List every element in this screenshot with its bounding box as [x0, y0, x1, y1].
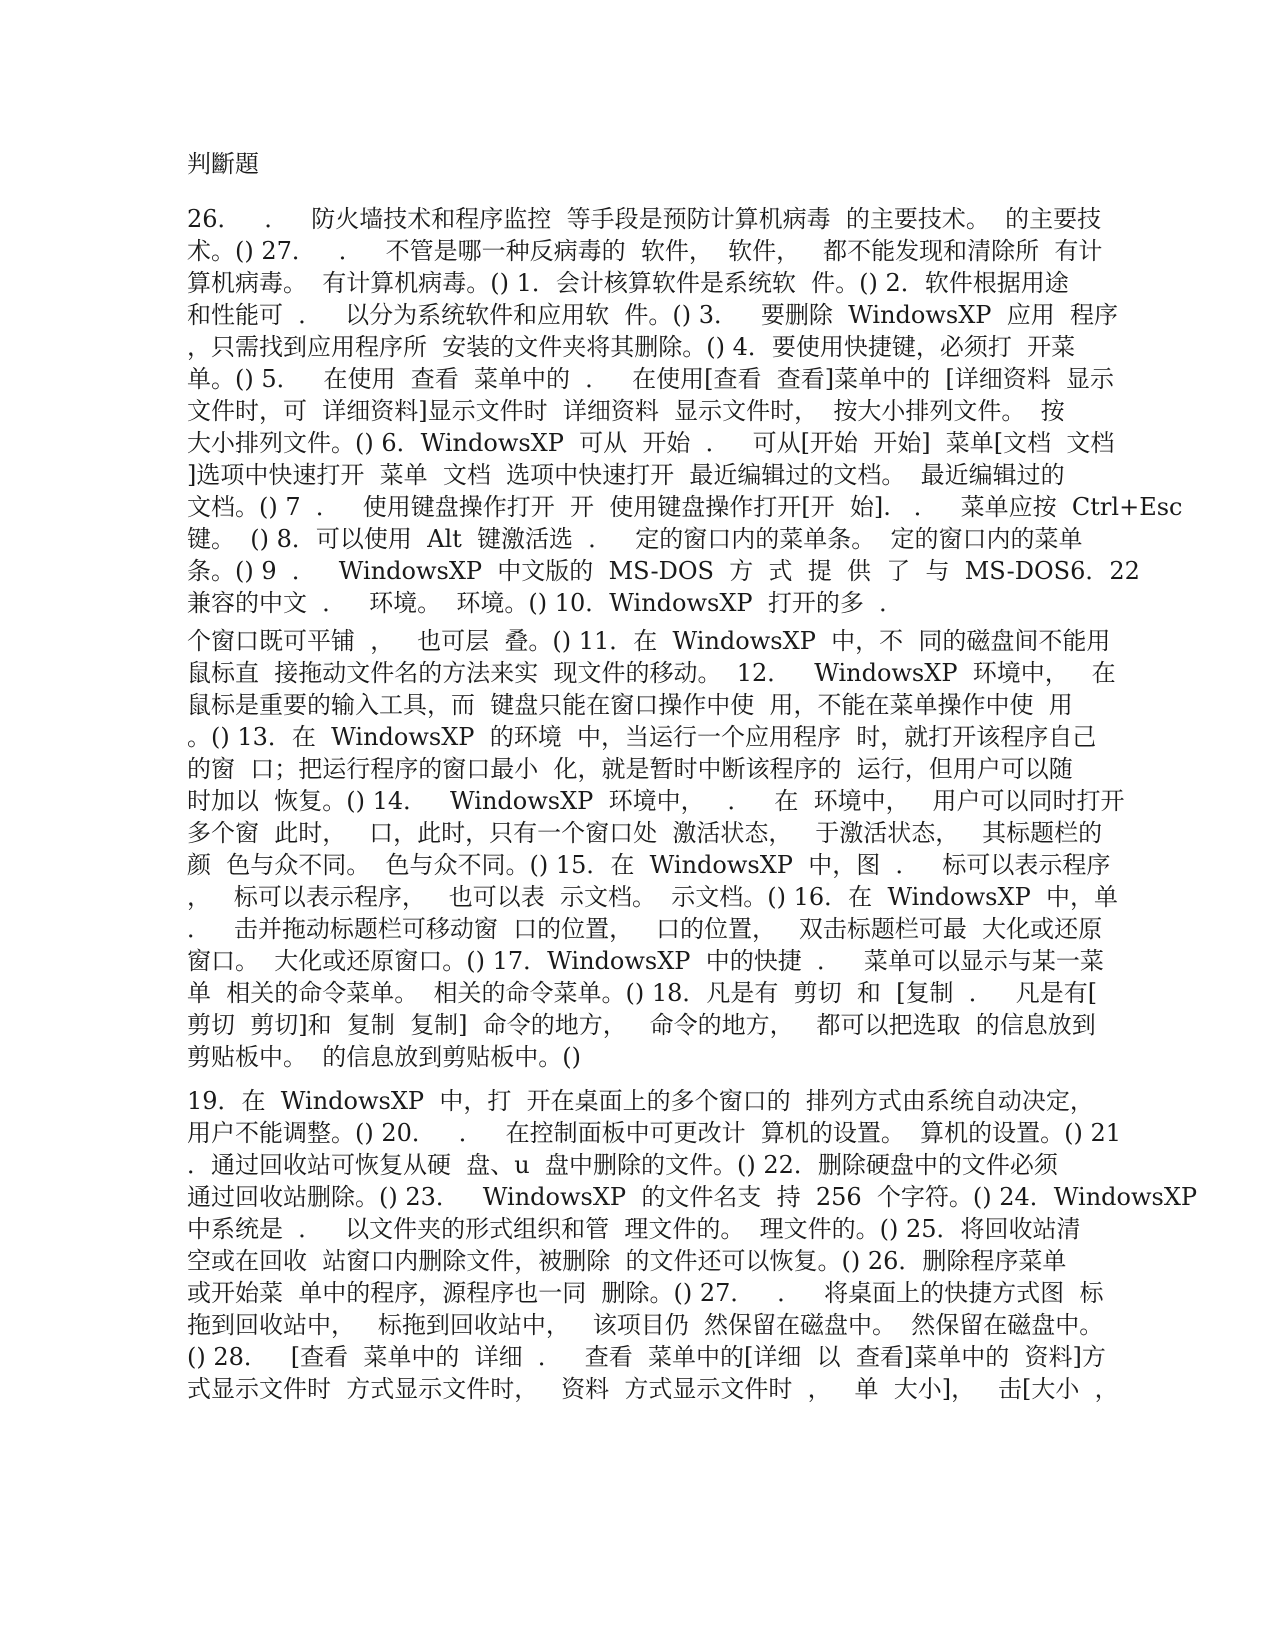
text-line: 中系统是 ． 以文件夹的形式组织和管 理文件的。 理文件的。() 25．将回收站清 [187, 1215, 1081, 1243]
text-line: 文档。() 7 ． 使用键盘操作打开 开 使用键盘操作打开[开 始]. ． 菜单应按 Ctrl+Esc [187, 493, 1183, 521]
text-line: ．通过回收站可恢复从硬 盘、u 盘中删除的文件。() 22．删除硬盘中的文件必须 [187, 1151, 1058, 1179]
text-line: 术。() 27． ． 不管是哪一种反病毒的 软件， 软件， 都不能发现和清除所 有计 [187, 237, 1103, 265]
page-title: 判斷題 [187, 150, 259, 178]
text-line: 多个窗 此时， 口，此时，只有一个窗口处 激活状态， 于激活状态， 其标题栏的 [187, 819, 1103, 847]
text-line: 鼠标直 接拖动文件名的方法来实 现文件的移动。 12． WindowsXP 环境中， 在 [187, 659, 1116, 687]
paragraph-3 [187, 1085, 1198, 1405]
text-line: 个窗口既可平铺 ， 也可层 叠。() 11．在 WindowsXP 中，不 同的磁盘间不能用 [187, 627, 1111, 655]
text-line: 单。() 5． 在使用 查看 菜单中的 ． 在使用[查看 查看]菜单中的 [详细资料 显示 [187, 365, 1115, 393]
text-line: ． 击并拖动标题栏可移动窗 口的位置， 口的位置， 双击标题栏可最 大化或还原 [187, 915, 1103, 943]
text-line: 空或在回收 站窗口内删除文件，被删除 的文件还可以恢复。() 26．删除程序菜单 [187, 1247, 1067, 1275]
text-line: 26． ． 防火墙技术和程序监控 等手段是预防计算机病毒 的主要技术。 的主要技 [187, 205, 1102, 233]
text-line: 拖到回收站中， 标拖到回收站中， 该项目仍 然保留在磁盘中。 然保留在磁盘中。 [187, 1311, 1104, 1339]
text-line: 剪贴板中。 的信息放到剪贴板中。() [187, 1043, 581, 1071]
text-line: 键。 () 8．可以使用 Alt 键激活选 ． 定的窗口内的菜单条。 定的窗口内的菜单 [187, 525, 1083, 553]
text-line: 单 相关的命令菜单。 相关的命令菜单。() 18．凡是有 剪切 和 [复制 ． 凡是有[ [187, 979, 1098, 1007]
text-line: 的窗 口；把运行程序的窗口最小 化，就是暂时中断该程序的 运行，但用户可以随 [187, 755, 1073, 783]
text-line: 式显示文件时 方式显示文件时， 资料 方式显示文件时 ， 单 大小]， 击[大小 ， [187, 1375, 1119, 1403]
text-line: ， 标可以表示程序， 也可以表 示文档。 示文档。() 16．在 WindowsXP 中，单 [187, 883, 1118, 911]
text-line: 或开始菜 单中的程序，源程序也一同 删除。() 27． ． 将桌面上的快捷方式图 标 [187, 1279, 1104, 1307]
paragraph-2 [187, 625, 1125, 1073]
text-line: 颜 色与众不同。 色与众不同。() 15．在 WindowsXP 中，图 ． 标可以表示程序 [187, 851, 1111, 879]
text-line: ，只需找到应用程序所 安装的文件夹将其删除。() 4．要使用快捷键，必须打 开菜 [187, 333, 1076, 361]
text-line: 大小排列文件。() 6．WindowsXP 可从 开始 ． 可从[开始 开始] 菜单[文档 文档 [187, 429, 1115, 457]
text-line: 窗口。 大化或还原窗口。() 17．WindowsXP 中的快捷 ． 菜单可以显示与某一菜 [187, 947, 1104, 975]
paragraph-1 [187, 203, 1183, 619]
text-line: 文件时，可 详细资料]显示文件时 详细资料 显示文件时， 按大小排列文件。 按 [187, 397, 1065, 425]
text-line: 剪切 剪切]和 复制 复制] 命令的地方， 命令的地方， 都可以把选取 的信息放到 [187, 1011, 1096, 1039]
text-line: 鼠标是重要的输入工具，而 键盘只能在窗口操作中使 用，不能在菜单操作中使 用 [187, 691, 1073, 719]
text-line: ]选项中快速打开 菜单 文档 选项中快速打开 最近编辑过的文档。 最近编辑过的 [187, 461, 1065, 489]
text-line: 和性能可 ． 以分为系统软件和应用软 件。() 3． 要删除 WindowsXP 应用 程序 [187, 301, 1118, 329]
text-line: 用户不能调整。() 20． ． 在控制面板中可更改计 算机的设置。 算机的设置。() 21 [187, 1119, 1122, 1147]
text-line: 算机病毒。 有计算机病毒。() 1．会计核算软件是系统软 件。() 2．软件根据用途 [187, 269, 1069, 297]
text-line: 时加以 恢复。() 14． WindowsXP 环境中， ． 在 环境中， 用户可以同时打开 [187, 787, 1125, 815]
text-line: 条。() 9 ． WindowsXP 中文版的 MS-DOS 方 式 提 供 了 与 MS-DOS6．22 [187, 557, 1140, 585]
text-line: () 28． [查看 菜单中的 详细 ． 查看 菜单中的[详细 以 查看]菜单中的 资料]方 [187, 1343, 1106, 1371]
text-line: 19．在 WindowsXP 中，打 开在桌面上的多个窗口的 排列方式由系统自动决定， [187, 1087, 1094, 1115]
text-line: 。() 13．在 WindowsXP 的环境 中，当运行一个应用程序 时，就打开该程序自己 [187, 723, 1097, 751]
text-line: 兼容的中文 ． 环境。 环境。() 10．WindowsXP 打开的多 ． [187, 589, 904, 617]
text-line: 通过回收站删除。() 23． WindowsXP 的文件名支 持 256 个字符。() 24．WindowsXP [187, 1183, 1198, 1211]
